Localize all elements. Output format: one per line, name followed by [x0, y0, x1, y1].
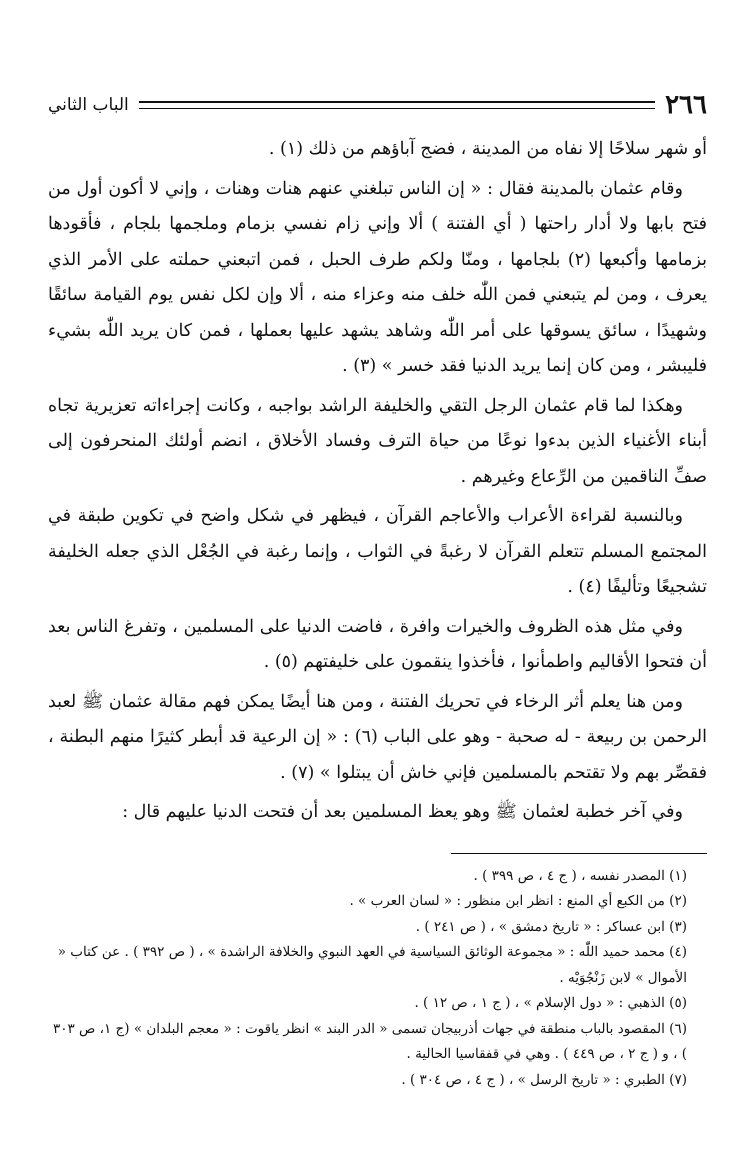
paragraph: ومن هنا يعلم أثر الرخاء في تحريك الفتنة ، ومن هنا أيضًا يمكن فهم مقالة عثمان ﷺ لعبد الرحمن بن ربيعة - له صحبة - وهو على الباب (٦) : « إن الرعية قد أبطر كثيرًا منهم البطنة ، فقصِّر بهم ولا تقتحم بالمسلمين فإني خاش أن يبتلوا » (٧) .	[48, 691, 707, 783]
paragraph: أو شهر سلاحًا إلا نفاه من المدينة ، فضج آباؤهم من ذلك (١) .	[268, 139, 707, 159]
header-rule	[139, 101, 655, 109]
main-text	[48, 132, 707, 831]
footnote: (٢) من الكبع أي المنع : انظر ابن منظور : « لسان العرب » .	[349, 893, 687, 909]
footnote: (٤) محمد حميد اللّٰه : « مجموعة الوثائق السياسية في العهد النبوي والخلافة الراشدة » ، ( ص ٣٩٢ ) . عن كتاب « الأموال » لابن زَنْجُوَيْه .	[57, 944, 687, 986]
paragraph: وبالنسبة لقراءة الأعراب والأعاجم القرآن ، فيظهر في شكل واضح في تكوين طبقة في المجتمع المسلم تتعلم القرآن لا رغبةً في الثواب ، وإنما رغبة في الجُعْل الذي جعله الخليفة تشجيعًا وتأليفًا (٤) .	[48, 506, 707, 597]
paragraph: وفي آخر خطبة لعثمان ﷺ وهو يعظ المسلمين بعد أن فتحت الدنيا عليهم قال :	[122, 802, 683, 822]
footnote-divider	[451, 853, 707, 854]
chapter-title: الباب الثاني	[48, 94, 129, 115]
footnote: (١) المصدر نفسه ، ( ج ٤ ، ص ٣٩٩ ) .	[473, 867, 687, 884]
book-page	[48, 88, 707, 1093]
running-header	[48, 88, 707, 122]
footnote: (٧) الطبري : « تاريخ الرسل » ، ( ج ٤ ، ص ٣٠٤ ) .	[401, 1071, 687, 1088]
footnote: (٣) ابن عساكر : « تاريخ دمشق » ، ( ص ٢٤١ ) .	[415, 918, 687, 935]
paragraph: وهكذا لما قام عثمان الرجل التقي والخليفة الراشد بواجبه ، وكانت إجراءاته تعزيرية تجاه أبناء الأغنياء الذين بدءوا نوعًا من حياة الترف وفساد الأخلاق ، انضم أولئك المنحرفون إلى صفِّ الناقمين من الرِّعاع وغيرهم .	[48, 395, 707, 487]
footnotes	[48, 864, 707, 1094]
paragraph: وقام عثمان بالمدينة فقال : « إن الناس تبلغني عنهم هنات وهنات ، وإني لا أكون أول من فتح بابها ولا أدار راحتها ( أي الفتنة ) ألا وإني زام نفسي بزمام وملجمها بلجام ، فأقودها بزمامها وأكبعها (٢) بلجامها ، ومنّا ولكم طرف الحبل ، فمن اتبعني حملته على الأمر الذي يعرف ، ومن لم يتبعني فمن اللّٰه خلف منه وعزاء منه ، ألا وإن لكل نفس يوم القيامة سائقًا وشهيدًا ، سائق يسوقها على أمر اللّٰه وشاهد يشهد عليها بعملها ، فمن كان يريد اللّٰه بشيء فليبشر ، ومن كان إنما يريد الدنيا فقد خسر » (٣) .	[48, 178, 707, 376]
page-number: ٢٦٦	[665, 90, 707, 120]
paragraph: وفي مثل هذه الظروف والخيرات وافرة ، فاضت الدنيا على المسلمين ، وتفرغ الناس بعد أن فتحوا الأقاليم واطمأنوا ، فأخذوا ينقمون على خليفتهم (٥) .	[48, 616, 707, 672]
footnote: (٦) المقصود بالباب منطقة في جهات أذربيجان تسمى « الدر البند » انظر ياقوت : « معجم البلدان » (ج ١، ص ٣٠٣ ) ، و ( ج ٢ ، ص ٤٤٩ ) . وهي في قفقاسيا الحالية .	[52, 1020, 687, 1062]
footnote: (٥) الذهبي : « دول الإسلام » ، ( ج ١ ، ص ١٢ ) .	[414, 995, 687, 1011]
